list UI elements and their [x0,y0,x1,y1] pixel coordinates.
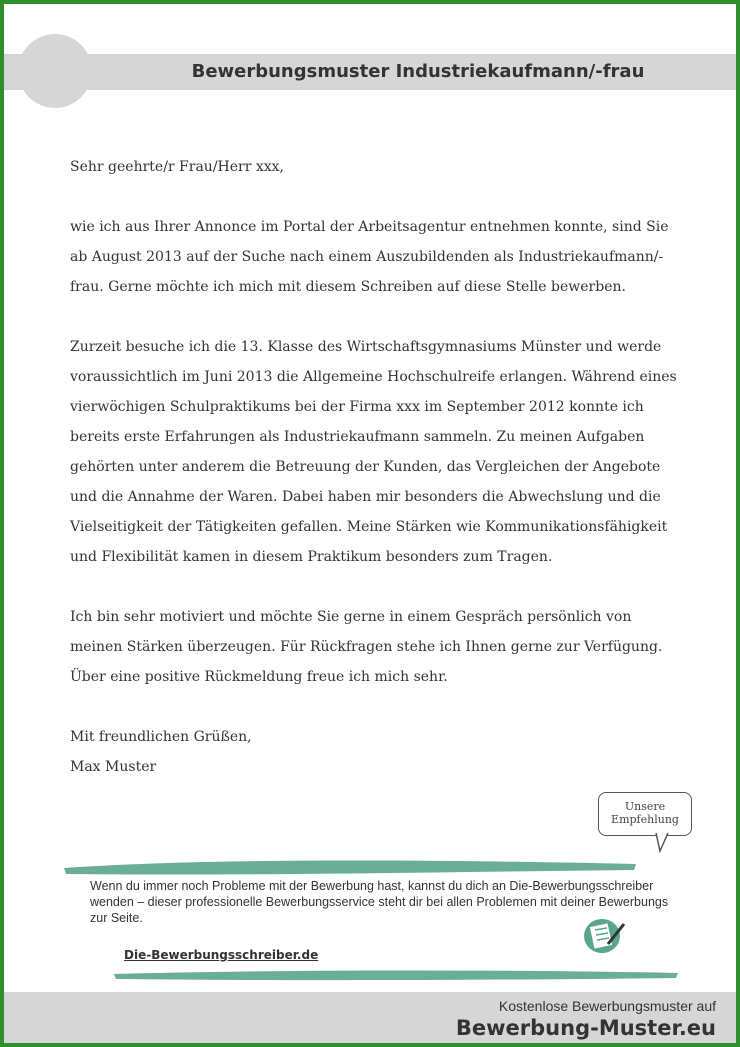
letter-salutation: Sehr geehrte/r Frau/Herr xxx, [70,159,284,175]
footer-brand[interactable]: Bewerbung-Muster.eu [455,1016,716,1040]
recommendation-link[interactable]: Die-Bewerbungsschreiber.de [124,948,319,962]
recommendation-bubble [598,792,692,836]
bubble-line-2: Empfehlung [611,813,679,826]
letter-closing: Mit freundlichen Grüßen, [70,729,252,745]
page-title: Bewerbungsmuster Industriekaufmann/-frau [191,61,645,82]
recommendation-text: Wenn du immer noch Probleme mit der Bewerbung hast, kannst du dich an Die-Bewerbungsschreiber wenden – dieser professionelle Bewerbungsservice steht dir bei allen Problemen mit deiner Bewerbungs zur Seite. [90,879,669,925]
footer [4,992,736,1047]
bubble-tail-icon [654,833,674,853]
letter-signature: Max Muster [70,759,157,775]
letter-paragraph-2: Zurzeit besuche ich die 13. Klasse des Wirtschaftsgymnasiums Münster und werde voraussichtlich im Juni 2013 die Allgemeine Hochschulreife erlangen. Während eines vierwöchigen Schulpraktikums bei der Firma xxx im September 2012 konnte ich bereits erste Erfahrungen als Industriekaufmann sammeln. Zu meinen Aufgaben gehörten unter anderem die Betreuung der Kunden, das Vergleichen der Angebote und die Annahme der Waren. Dabei haben mir besonders die Abwechslung und die Vielseitigkeit der Tätigkeiten gefallen. Meine Stärken wie Kommunikationsfähigkeit und Flexibilität kamen in diesem Praktikum besonders zum Tragen. [70,339,677,565]
brush-stroke-bottom [112,966,682,984]
bubble-line-1: Unsere [624,800,666,813]
brush-stroke-top [60,856,640,878]
letter-paragraph-1: wie ich aus Ihrer Annonce im Portal der Arbeitsagentur entnehmen konnte, sind Sie ab August 2013 auf der Suche nach einem Auszubildenden als Industriekaufmann/-frau. Gerne möchte ich mich mit diesem Schreiben auf diese Stelle bewerben. [70,219,669,295]
letter-body [70,152,680,782]
letter-paragraph-3: Ich bin sehr motiviert und möchte Sie gerne in einem Gespräch persönlich von meinen Stärken überzeugen. Für Rückfragen stehe ich Ihnen gerne zur Verfügung. Über eine positive Rückmeldung freue ich mich sehr. [70,609,663,685]
document-check-icon [582,916,628,954]
footer-tagline: Kostenlose Bewerbungsmuster auf [498,998,716,1014]
